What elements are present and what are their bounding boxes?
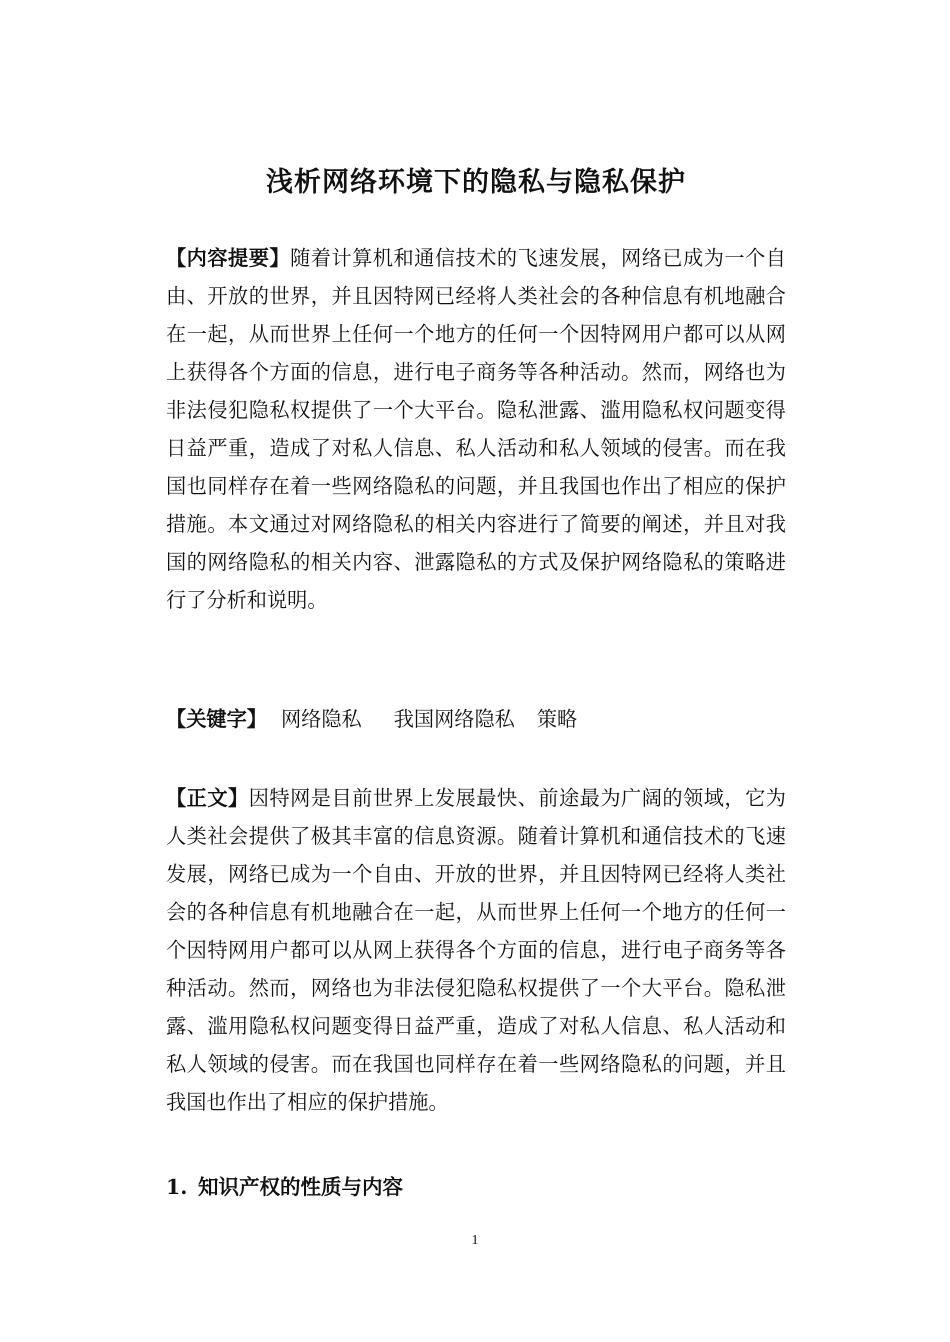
- document-title: 浅析网络环境下的隐私与隐私保护: [266, 167, 686, 198]
- abstract-text: 随着计算机和通信技术的飞速发展，网络已成为一个自由、开放的世界，并且因特网已经将人类社会的各种信息有机地融合在一起，从而世界上任何一个地方的任何一个因特网用户都可以从网上获得各个方面的信息，进行电子商务等各种活动。然而，网络也为非法侵犯隐私权提供了一个大平台。隐私泄露、滥用隐私权问题变得日益严重，造成了对私人信息、私人活动和私人领域的侵害。而在我国也同样存在着一些网络隐私的问题，并且我国也作出了相应的保护措施。本文通过对网络隐私的相关内容进行了简要的阐述，并且对我国的网络隐私的相关内容、泄露隐私的方式及保护网络隐私的策略进行了分析和说明。: [166, 246, 786, 612]
- body-label: 【正文】: [166, 786, 249, 810]
- keywords-label: 【关键字】: [166, 707, 267, 731]
- keyword-item: 我国网络隐私: [393, 707, 515, 731]
- section-heading: [166, 1168, 403, 1206]
- body-text: 因特网是目前世界上发展最快、前途最为广阔的领域，它为人类社会提供了极其丰富的信息资源。随着计算机和通信技术的飞速发展，网络已成为一个自由、开放的世界，并且因特网已经将人类社会的各种信息有机地融合在一起，从而世界上任何一个地方的任何一个因特网用户都可以从网上获得各个方面的信息，进行电子商务等各种活动。然而，网络也为非法侵犯隐私权提供了一个大平台。隐私泄露、滥用隐私权问题变得日益严重，造成了对私人信息、私人活动和私人领域的侵害。而在我国也同样存在着一些网络隐私的问题，并且我国也作出了相应的保护措施。: [166, 786, 786, 1114]
- keywords-line: [166, 700, 786, 738]
- keyword-item: 策略: [536, 707, 578, 731]
- abstract-label: 【内容提要】: [166, 246, 291, 270]
- abstract-paragraph: [166, 239, 786, 619]
- body-paragraph: [166, 779, 786, 1121]
- section-number: 1.: [166, 1175, 188, 1199]
- section-title: 知识产权的性质与内容: [198, 1175, 403, 1199]
- keyword-item: 网络隐私: [280, 707, 362, 731]
- page-number: 1: [471, 1233, 479, 1248]
